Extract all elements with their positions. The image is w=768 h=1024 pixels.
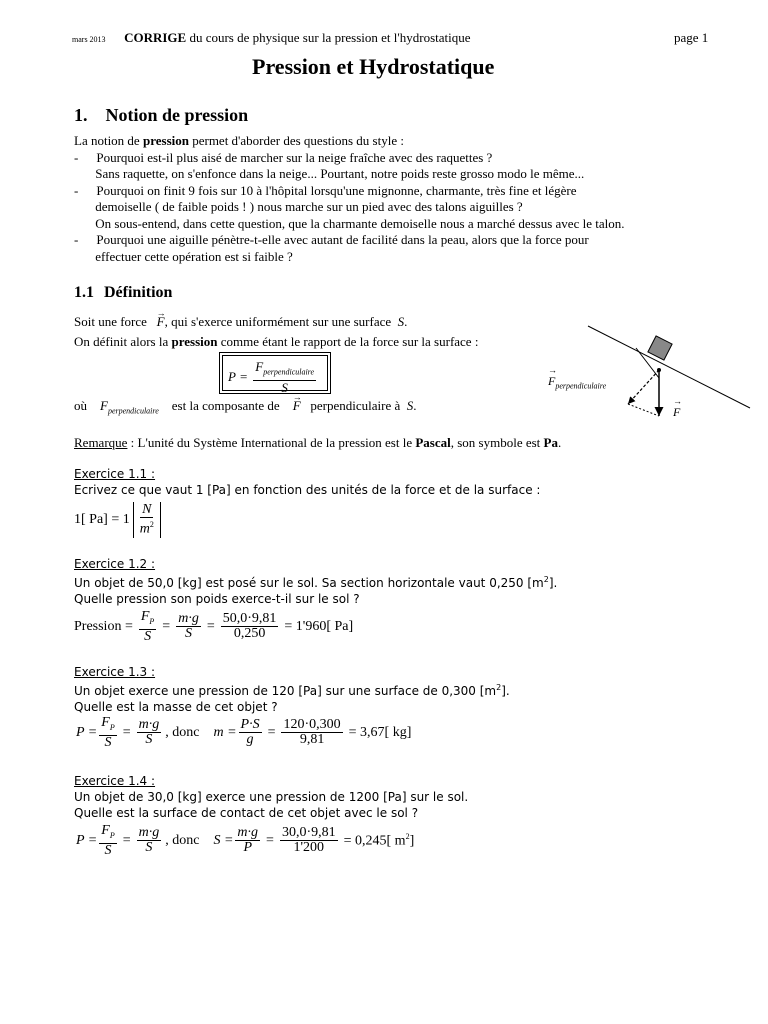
- intro-line: La notion de pression permet d'aborder des questions du style :: [74, 133, 404, 148]
- exercise-text-2: Quelle est la masse de cet objet ?: [74, 700, 278, 714]
- exercise-text: Ecrivez ce que vaut 1 [Pa] en fonction des unités de la force et de la surface :: [74, 483, 541, 497]
- header-date: mars 2013: [72, 35, 106, 44]
- exercise-title: Exercice 1.1 :: [74, 467, 156, 481]
- exercise-1-4: [74, 773, 468, 821]
- exercise-1-1-formula: 1[ Pa] = 1 $\frac{N}{m^2}$: [74, 502, 161, 538]
- exercise-title: Exercice 1.4 :: [74, 774, 156, 788]
- definition-line-3: où $F_{perpendiculaire}$ est la composante de → F perpendiculaire à S.: [74, 398, 417, 420]
- exercise-1-3-formula: P = $\frac{F_P}{S}$ = $\frac{m\cdot g}{S}$ , donc m = $\frac{P\cdot S}{g}$ = $\frac{120\cdot 0,300}{9,81}$ = 3,67[ kg]: [76, 715, 412, 750]
- exercise-text-1: Un objet de 30,0 [kg] exerce une pression de 1200 [Pa] sur le sol.: [74, 790, 469, 804]
- exercise-text-1: Un objet de 50,0 [kg] est posé sur le sol. Sa section horizontale vaut 0,250 $[m^2]$.: [74, 575, 558, 590]
- page-title: Pression et Hydrostatique: [252, 54, 495, 79]
- question-2-cont: demoiselle ( de faible poids ! ) nous marche sur un pied avec des talons aiguilles ?: [95, 199, 523, 214]
- exercise-text-2: Quelle est la surface de contact de cet objet avec le sol ?: [74, 806, 419, 820]
- header-page: page 1: [674, 30, 709, 45]
- exercise-text-2: Quelle pression son poids exerce-t-il sur le sol ?: [74, 592, 360, 606]
- question-2: - Pourquoi on finit 9 fois sur 10 à l'hôpital lorsqu'une mignonne, charmante, très fine et légère: [74, 182, 577, 198]
- question-1: - Pourquoi est-il plus aisé de marcher sur la neige fraîche avec des raquettes ?: [74, 149, 493, 165]
- pressure-formula-box: [219, 352, 331, 394]
- exercise-1-2-formula: Pression = $\frac{F_P}{S}$ = $\frac{m\cdot g}{S}$ = $\frac{50,0\cdot 9,81}{0,250}$ = 1'960[ Pa]: [74, 609, 354, 644]
- question-3-cont: effectuer cette opération est si faible ?: [95, 248, 293, 264]
- question-3: - Pourquoi une aiguille pénètre-t-elle avec autant de facilité dans la peau, alors que la force pour: [74, 232, 589, 247]
- exercise-1-1: [74, 466, 540, 498]
- page-header: [72, 30, 471, 46]
- definition-line-1: Soit une force → F, qui s'exerce uniformément sur une surface S.: [74, 314, 407, 331]
- section-number: 1.: [74, 105, 88, 125]
- exercise-1-3: [74, 664, 510, 715]
- exercise-1-2: [74, 556, 557, 607]
- exercise-text-1: Un objet exerce une pression de 120 [Pa] sur une surface de 0,300 $[m^2]$.: [74, 683, 510, 698]
- answer-2: On sous-entend, dans cette question, que la charmante demoiselle nous a marché dessus avec le talon.: [95, 215, 625, 231]
- projection-line: [628, 404, 659, 416]
- section-heading: [74, 105, 248, 126]
- inclined-plane-diagram: [540, 318, 760, 428]
- definition-line-2: On définit alors la pression comme étant le rapport de la force sur la surface :: [74, 334, 479, 349]
- incline-line: [588, 326, 750, 408]
- header-course: du cours de physique sur la pression et l'hydrostatique: [189, 30, 471, 45]
- remark-line: Remarque : L'unité du Système International de la pression est le Pascal, son symbole est Pa.: [74, 435, 562, 450]
- section-title: Notion de pression: [105, 105, 249, 125]
- block: [648, 336, 672, 360]
- exercise-title: Exercice 1.3 :: [74, 665, 156, 679]
- pressure-formula: P = $\frac{F_{perpendiculaire}}{S}$: [228, 359, 315, 395]
- subsection-heading: 1.1 Définition: [74, 284, 173, 301]
- perp-component-arrow: [628, 370, 659, 404]
- figure-label-F: → F: [673, 405, 680, 420]
- exercise-1-4-formula: P = $\frac{F_P}{S}$ = $\frac{m\cdot g}{S}$ , donc S = $\frac{m\cdot g}{P}$ = $\frac{30,0\cdot 9,81}{1'200}$ = 0,245[ $m^2$]: [76, 823, 415, 858]
- header-corrige: CORRIGE: [124, 30, 187, 45]
- answer-1: Sans raquette, on s'enfonce dans la neige... Pourtant, notre poids reste grosso modo le même...: [95, 166, 585, 181]
- intro-paragraph: [74, 133, 624, 265]
- figure-label-perp: → $F_{perpendiculaire}$: [548, 374, 606, 390]
- exercise-title: Exercice 1.2 :: [74, 557, 156, 571]
